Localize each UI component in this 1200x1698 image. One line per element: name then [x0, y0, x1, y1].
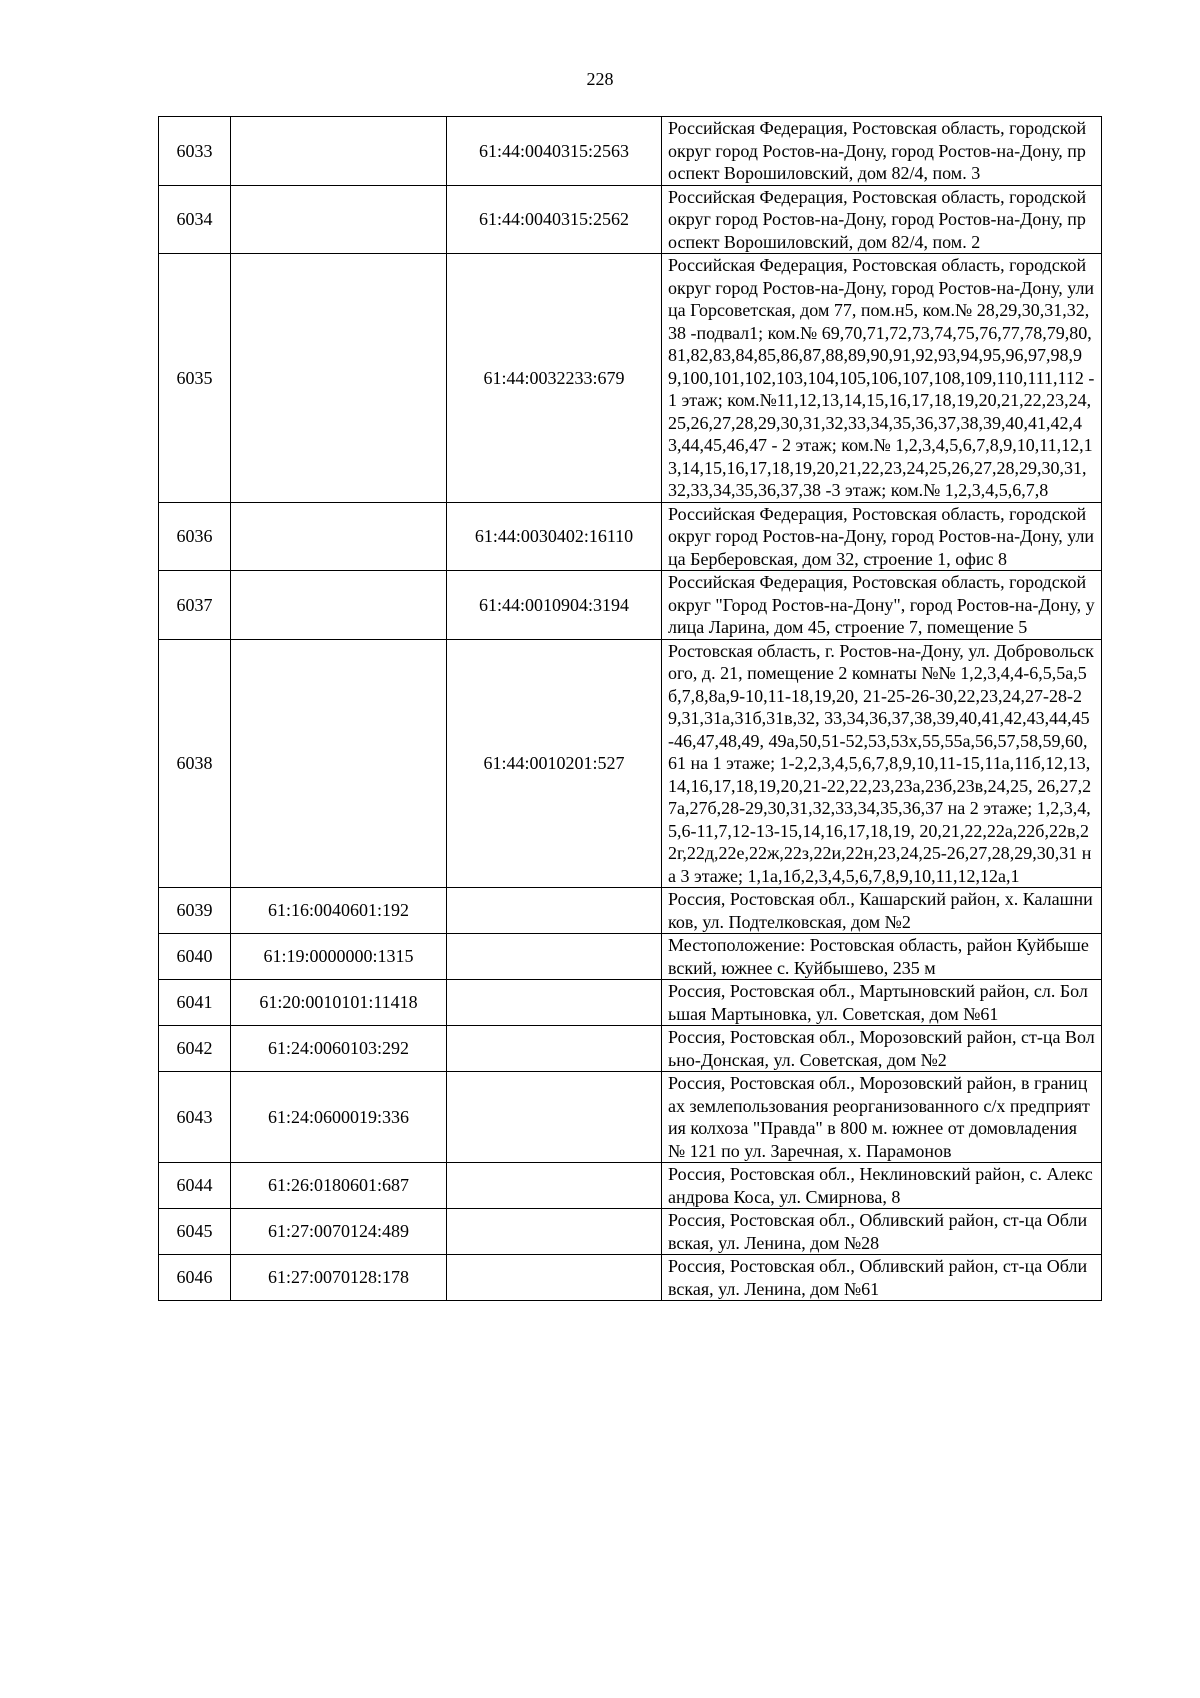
premises-cadastral-number-cell: 61:44:0010201:527: [447, 639, 662, 888]
table-row: [159, 1072, 1102, 1163]
row-number-cell: 6038: [159, 639, 231, 888]
table-row: [159, 1163, 1102, 1209]
premises-cadastral-number-cell: [447, 1255, 662, 1301]
page-number: 228: [586, 69, 614, 89]
address-cell: Ростовская область, г. Ростов-на-Дону, ул. Добровольского, д. 21, помещение 2 комнаты №№ 1,2,3,4,4-6,5,5а,5б,7,8,8а,9-10,11-18,19,20, 21-25-26-30,22,23,24,27-28-29,31,31а,31б,31в,32, 33,34,36,37,38,39,40,41,42,43,44,45-46,47,48,49, 49а,50,51-52,53,53х,55,55а,56,57,58,59,60,61 на 1 этаже; 1-2,2,3,4,5,6,7,8,9,10,11-15,11а,11б,12,13, 14,16,17,18,19,20,21-22,22,23,23а,23б,23в,24,25, 26,27,27а,27б,28-29,30,31,32,33,34,35,36,37 на 2 этаже; 1,2,3,4,5,6-11,7,12-13-15,14,16,17,18,19, 20,21,22,22а,22б,22в,22г,22д,22е,22ж,22з,22и,22н,23,24,25-26,27,28,29,30,31 на 3 этаже; 1,1а,1б,2,3,4,5,6,7,8,9,10,11,12,12а,1: [662, 639, 1102, 888]
table-row: [159, 571, 1102, 640]
premises-cadastral-number-cell: [447, 980, 662, 1026]
cadastral-number-cell: 61:27:0070128:178: [231, 1255, 447, 1301]
table-row: [159, 888, 1102, 934]
registry-table-body: [159, 117, 1102, 1301]
row-number-cell: 6034: [159, 185, 231, 254]
row-number-cell: 6041: [159, 980, 231, 1026]
address-cell: Россия, Ростовская обл., Мартыновский район, сл. Большая Мартыновка, ул. Советская, дом №61: [662, 980, 1102, 1026]
cadastral-number-cell: [231, 639, 447, 888]
address-cell: Российская Федерация, Ростовская область, городской округ "Город Ростов-на-Дону", город Ростов-на-Дону, улица Ларина, дом 45, строение 7, помещение 5: [662, 571, 1102, 640]
address-cell: Россия, Ростовская обл., Обливский район, ст-ца Обливская, ул. Ленина, дом №28: [662, 1209, 1102, 1255]
address-cell: Россия, Ростовская обл., Обливский район, ст-ца Обливская, ул. Ленина, дом №61: [662, 1255, 1102, 1301]
address-cell: Россия, Ростовская обл., Кашарский район, х. Калашников, ул. Подтелковская, дом №2: [662, 888, 1102, 934]
premises-cadastral-number-cell: [447, 1209, 662, 1255]
table-row: [159, 117, 1102, 186]
table-row: [159, 185, 1102, 254]
address-cell: Россия, Ростовская обл., Морозовский район, в границах землепользования реорганизованного с/х предприятия колхоза "Правда" в 800 м. южнее от домовладения № 121 по ул. Заречная, х. Парамонов: [662, 1072, 1102, 1163]
table-row: [159, 1209, 1102, 1255]
premises-cadastral-number-cell: 61:44:0040315:2563: [447, 117, 662, 186]
premises-cadastral-number-cell: 61:44:0010904:3194: [447, 571, 662, 640]
premises-cadastral-number-cell: [447, 934, 662, 980]
row-number-cell: 6046: [159, 1255, 231, 1301]
premises-cadastral-number-cell: 61:44:0030402:16110: [447, 502, 662, 571]
cadastral-number-cell: [231, 254, 447, 503]
table-row: [159, 502, 1102, 571]
row-number-cell: 6045: [159, 1209, 231, 1255]
cadastral-number-cell: 61:26:0180601:687: [231, 1163, 447, 1209]
premises-cadastral-number-cell: 61:44:0032233:679: [447, 254, 662, 503]
row-number-cell: 6035: [159, 254, 231, 503]
table-row: [159, 1026, 1102, 1072]
row-number-cell: 6033: [159, 117, 231, 186]
address-cell: Россия, Ростовская обл., Морозовский район, ст-ца Вольно-Донская, ул. Советская, дом №2: [662, 1026, 1102, 1072]
cadastral-number-cell: 61:24:0600019:336: [231, 1072, 447, 1163]
premises-cadastral-number-cell: [447, 888, 662, 934]
address-cell: Российская Федерация, Ростовская область, городской округ город Ростов-на-Дону, город Ростов-на-Дону, улица Горсоветская, дом 77, пом.н5, ком.№ 28,29,30,31,32,38 -подвал1; ком.№ 69,70,71,72,73,74,75,76,77,78,79,80,81,82,83,84,85,86,87,88,89,90,91,92,93,94,95,96,97,98,99,100,101,102,103,104,105,106,107,108,109,110,111,112 - 1 этаж; ком.№11,12,13,14,15,16,17,18,19,20,21,22,23,24,25,26,27,28,29,30,31,32,33,34,35,36,37,38,39,40,41,42,43,44,45,46,47 - 2 этаж; ком.№ 1,2,3,4,5,6,7,8,9,10,11,12,13,14,15,16,17,18,19,20,21,22,23,24,25,26,27,28,29,30,31,32,33,34,35,36,37,38 -3 этаж; ком.№ 1,2,3,4,5,6,7,8: [662, 254, 1102, 503]
premises-cadastral-number-cell: [447, 1026, 662, 1072]
address-cell: Российская Федерация, Ростовская область, городской округ город Ростов-на-Дону, город Ростов-на-Дону, проспект Ворошиловский, дом 82/4, пом. 3: [662, 117, 1102, 186]
cadastral-number-cell: 61:16:0040601:192: [231, 888, 447, 934]
row-number-cell: 6043: [159, 1072, 231, 1163]
address-cell: Местоположение: Ростовская область, район Куйбышевский, южнее с. Куйбышево, 235 м: [662, 934, 1102, 980]
cadastral-number-cell: [231, 571, 447, 640]
address-cell: Россия, Ростовская обл., Неклиновский район, с. Александрова Коса, ул. Смирнова, 8: [662, 1163, 1102, 1209]
table-row: [159, 980, 1102, 1026]
cadastral-number-cell: 61:27:0070124:489: [231, 1209, 447, 1255]
row-number-cell: 6042: [159, 1026, 231, 1072]
row-number-cell: 6036: [159, 502, 231, 571]
row-number-cell: 6040: [159, 934, 231, 980]
table-row: [159, 934, 1102, 980]
address-cell: Российская Федерация, Ростовская область, городской округ город Ростов-на-Дону, город Ростов-на-Дону, проспект Ворошиловский, дом 82/4, пом. 2: [662, 185, 1102, 254]
cadastral-number-cell: [231, 185, 447, 254]
address-cell: Российская Федерация, Ростовская область, городской округ город Ростов-на-Дону, город Ростов-на-Дону, улица Берберовская, дом 32, строение 1, офис 8: [662, 502, 1102, 571]
table-row: [159, 254, 1102, 503]
cadastral-number-cell: [231, 502, 447, 571]
table-row: [159, 639, 1102, 888]
row-number-cell: 6044: [159, 1163, 231, 1209]
cadastral-number-cell: 61:19:0000000:1315: [231, 934, 447, 980]
registry-table: [158, 116, 1102, 1301]
row-number-cell: 6039: [159, 888, 231, 934]
row-number-cell: 6037: [159, 571, 231, 640]
premises-cadastral-number-cell: 61:44:0040315:2562: [447, 185, 662, 254]
cadastral-number-cell: 61:24:0060103:292: [231, 1026, 447, 1072]
premises-cadastral-number-cell: [447, 1072, 662, 1163]
cadastral-number-cell: 61:20:0010101:11418: [231, 980, 447, 1026]
cadastral-number-cell: [231, 117, 447, 186]
table-row: [159, 1255, 1102, 1301]
premises-cadastral-number-cell: [447, 1163, 662, 1209]
